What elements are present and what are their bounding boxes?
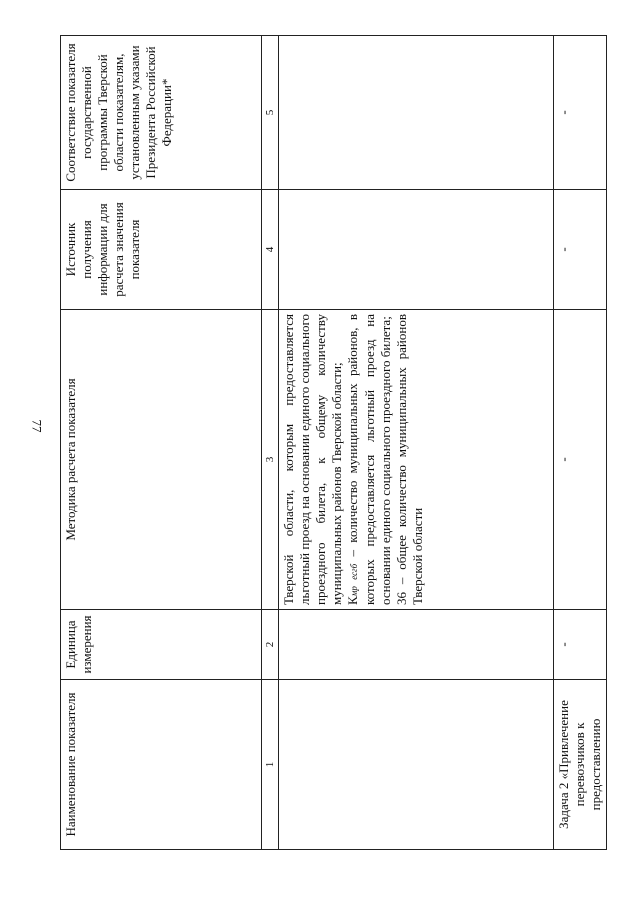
compliance-cell [279, 36, 554, 190]
method-cell [279, 310, 554, 610]
col-number: 1 [262, 680, 279, 850]
name-cell [279, 680, 554, 850]
task-method-cell: - [554, 310, 607, 610]
task-unit-cell: - [554, 610, 607, 680]
header-compliance: Соответствие показателя государственной программы Тверской области показателям, установленным указами Президента Российской Федерации* [61, 36, 262, 190]
header-method: Методика расчета показателя [61, 310, 262, 610]
rotated-table-wrapper [60, 36, 603, 850]
task-name-cell: Задача 2 «Привлечение перевозчиков к предоставлению [554, 680, 607, 850]
k36-definition: 36 – общее количество муниципальных районов Тверской области [394, 314, 425, 605]
k-subscript: мр есгб [349, 563, 359, 597]
method-intro: Тверской области, которым предоставляется льготный проезд на основании единого социального проездного билета, к общему количеству муниципальных районов Тверской области; [281, 314, 344, 605]
column-number-row [262, 36, 279, 850]
task-row [554, 36, 607, 850]
header-row [61, 36, 262, 850]
col-number: 5 [262, 36, 279, 190]
unit-cell [279, 610, 554, 680]
header-unit: Единица измерения [61, 610, 262, 680]
indicator-table [60, 35, 607, 850]
task-source-cell: - [554, 190, 607, 310]
col-number: 2 [262, 610, 279, 680]
header-name: Наименование показателя [61, 680, 262, 850]
col-number: 4 [262, 190, 279, 310]
method-row [279, 36, 554, 850]
source-cell [279, 190, 554, 310]
k-definition: – количество муниципальных районов, в которых предоставляется льготный проезд на основании единого социального проездного билета; [345, 313, 393, 605]
header-source: Источник получения информации для расчета значения показателя [61, 190, 262, 310]
task-compliance-cell: - [554, 36, 607, 190]
k-symbol: К [345, 596, 360, 605]
page-number: 77 [29, 419, 45, 433]
col-number: 3 [262, 310, 279, 610]
